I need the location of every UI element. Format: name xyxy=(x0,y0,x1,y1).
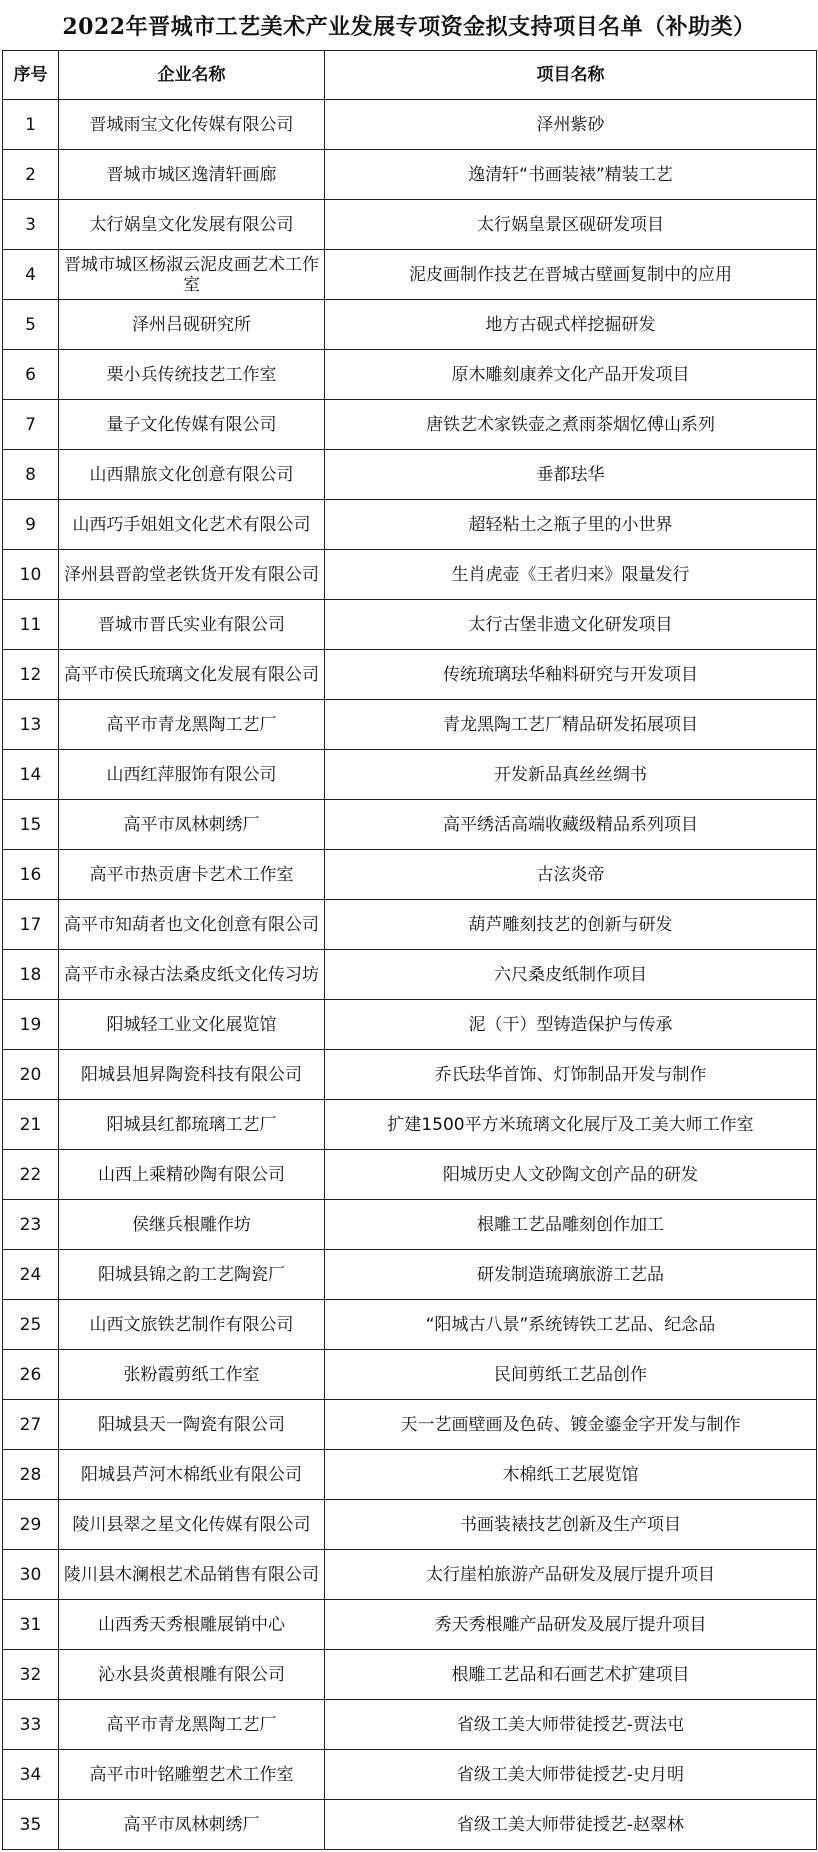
table-row xyxy=(3,750,817,800)
table-row xyxy=(3,1700,817,1750)
company-name: 阳城县芦河木棉纸业有限公司 xyxy=(59,1450,325,1500)
company-name: 栗小兵传统技艺工作室 xyxy=(59,350,325,400)
company-name: 山西文旅铁艺制作有限公司 xyxy=(59,1300,325,1350)
row-number: 13 xyxy=(3,700,59,750)
table-row xyxy=(3,400,817,450)
table-row xyxy=(3,950,817,1000)
company-name: 晋城雨宝文化传媒有限公司 xyxy=(59,100,325,150)
row-number: 18 xyxy=(3,950,59,1000)
row-number: 8 xyxy=(3,450,59,500)
company-name: 山西巧手姐姐文化艺术有限公司 xyxy=(59,500,325,550)
company-name: 量子文化传媒有限公司 xyxy=(59,400,325,450)
project-name: 扩建1500平方米琉璃文化展厅及工美大师工作室 xyxy=(325,1100,817,1150)
company-name: 张粉霞剪纸工作室 xyxy=(59,1350,325,1400)
project-name: “阳城古八景”系统铸铁工艺品、纪念品 xyxy=(325,1300,817,1350)
project-name: 泽州紫砂 xyxy=(325,100,817,150)
company-name: 山西秀天秀根雕展销中心 xyxy=(59,1600,325,1650)
table-row xyxy=(3,650,817,700)
row-number: 31 xyxy=(3,1600,59,1650)
row-number: 34 xyxy=(3,1750,59,1800)
row-number: 10 xyxy=(3,550,59,600)
table-row xyxy=(3,600,817,650)
table-row xyxy=(3,550,817,600)
company-name: 晋城市城区逸清轩画廊 xyxy=(59,150,325,200)
company-name: 高平市知葫者也文化创意有限公司 xyxy=(59,900,325,950)
company-name: 晋城市城区杨淑云泥皮画艺术工作室 xyxy=(59,250,325,300)
row-number: 12 xyxy=(3,650,59,700)
header-row xyxy=(3,51,817,100)
company-name: 高平市青龙黑陶工艺厂 xyxy=(59,1700,325,1750)
project-name: 秀天秀根雕产品研发及展厅提升项目 xyxy=(325,1600,817,1650)
table-row xyxy=(3,1000,817,1050)
project-name: 天一艺画壁画及色砖、镀金鎏金字开发与制作 xyxy=(325,1400,817,1450)
project-name: 高平绣活高端收藏级精品系列项目 xyxy=(325,800,817,850)
table-row xyxy=(3,1750,817,1800)
project-name: 葫芦雕刻技艺的创新与研发 xyxy=(325,900,817,950)
row-number: 26 xyxy=(3,1350,59,1400)
project-name: 古泫炎帝 xyxy=(325,850,817,900)
project-name: 逸清轩“书画装裱”精装工艺 xyxy=(325,150,817,200)
row-number: 15 xyxy=(3,800,59,850)
company-name: 陵川县木澜根艺术品销售有限公司 xyxy=(59,1550,325,1600)
row-number: 20 xyxy=(3,1050,59,1100)
table-row xyxy=(3,300,817,350)
table-row xyxy=(3,1450,817,1500)
table-row xyxy=(3,1500,817,1550)
company-name: 高平市凤林刺绣厂 xyxy=(59,1800,325,1850)
project-table xyxy=(2,50,817,1850)
project-name: 省级工美大师带徒授艺-史月明 xyxy=(325,1750,817,1800)
table-row xyxy=(3,100,817,150)
project-name: 泥（干）型铸造保护与传承 xyxy=(325,1000,817,1050)
row-number: 5 xyxy=(3,300,59,350)
project-name: 开发新品真丝丝绸书 xyxy=(325,750,817,800)
row-number: 25 xyxy=(3,1300,59,1350)
company-name: 泽州吕砚研究所 xyxy=(59,300,325,350)
project-name: 木棉纸工艺展览馆 xyxy=(325,1450,817,1500)
row-number: 30 xyxy=(3,1550,59,1600)
project-name: 青龙黑陶工艺厂精品研发拓展项目 xyxy=(325,700,817,750)
company-name: 高平市永禄古法桑皮纸文化传习坊 xyxy=(59,950,325,1000)
row-number: 28 xyxy=(3,1450,59,1500)
company-name: 沁水县炎黄根雕有限公司 xyxy=(59,1650,325,1700)
table-row xyxy=(3,1400,817,1450)
table-row xyxy=(3,1150,817,1200)
company-name: 山西红萍服饰有限公司 xyxy=(59,750,325,800)
company-name: 高平市热贡唐卡艺术工作室 xyxy=(59,850,325,900)
row-number: 32 xyxy=(3,1650,59,1700)
project-name: 泥皮画制作技艺在晋城古壁画复制中的应用 xyxy=(325,250,817,300)
project-name: 唐铁艺术家铁壶之煮雨茶烟忆傅山系列 xyxy=(325,400,817,450)
row-number: 2 xyxy=(3,150,59,200)
document-title: 2022年晋城市工艺美术产业发展专项资金拟支持项目名单（补助类） xyxy=(62,14,756,40)
company-name: 高平市青龙黑陶工艺厂 xyxy=(59,700,325,750)
company-name: 阳城县锦之韵工艺陶瓷厂 xyxy=(59,1250,325,1300)
project-name: 省级工美大师带徒授艺-赵翠林 xyxy=(325,1800,817,1850)
project-name: 省级工美大师带徒授艺-贾法屯 xyxy=(325,1700,817,1750)
project-name: 太行娲皇景区砚研发项目 xyxy=(325,200,817,250)
row-number: 21 xyxy=(3,1100,59,1150)
company-name: 阳城县天一陶瓷有限公司 xyxy=(59,1400,325,1450)
company-name: 侯继兵根雕作坊 xyxy=(59,1200,325,1250)
table-row xyxy=(3,250,817,300)
row-number: 33 xyxy=(3,1700,59,1750)
project-name: 六尺桑皮纸制作项目 xyxy=(325,950,817,1000)
table-row xyxy=(3,1100,817,1150)
table-row xyxy=(3,200,817,250)
row-number: 17 xyxy=(3,900,59,950)
company-name: 阳城轻工业文化展览馆 xyxy=(59,1000,325,1050)
project-name: 根雕工艺品和石画艺术扩建项目 xyxy=(325,1650,817,1700)
project-name: 超轻粘土之瓶子里的小世界 xyxy=(325,500,817,550)
table-row xyxy=(3,1650,817,1700)
project-name: 书画装裱技艺创新及生产项目 xyxy=(325,1500,817,1550)
table-body xyxy=(3,100,817,1850)
header-company: 企业名称 xyxy=(59,51,325,100)
table-row xyxy=(3,800,817,850)
row-number: 9 xyxy=(3,500,59,550)
header-no: 序号 xyxy=(3,51,59,100)
row-number: 35 xyxy=(3,1800,59,1850)
company-name: 高平市凤林刺绣厂 xyxy=(59,800,325,850)
row-number: 6 xyxy=(3,350,59,400)
company-name: 高平市叶铭雕塑艺术工作室 xyxy=(59,1750,325,1800)
header-project: 项目名称 xyxy=(325,51,817,100)
row-number: 3 xyxy=(3,200,59,250)
row-number: 14 xyxy=(3,750,59,800)
table-row xyxy=(3,1300,817,1350)
row-number: 29 xyxy=(3,1500,59,1550)
project-name: 根雕工艺品雕刻创作加工 xyxy=(325,1200,817,1250)
company-name: 阳城县旭昇陶瓷科技有限公司 xyxy=(59,1050,325,1100)
table-row xyxy=(3,1050,817,1100)
row-number: 7 xyxy=(3,400,59,450)
table-row xyxy=(3,1800,817,1850)
company-name: 陵川县翠之星文化传媒有限公司 xyxy=(59,1500,325,1550)
project-name: 太行古堡非遗文化研发项目 xyxy=(325,600,817,650)
project-name: 垂都珐华 xyxy=(325,450,817,500)
company-name: 晋城市晋氏实业有限公司 xyxy=(59,600,325,650)
project-name: 乔氏珐华首饰、灯饰制品开发与制作 xyxy=(325,1050,817,1100)
project-name: 生肖虎壶《王者归来》限量发行 xyxy=(325,550,817,600)
row-number: 19 xyxy=(3,1000,59,1050)
company-name: 太行娲皇文化发展有限公司 xyxy=(59,200,325,250)
table-row xyxy=(3,350,817,400)
project-name: 传统琉璃珐华釉料研究与开发项目 xyxy=(325,650,817,700)
table-row xyxy=(3,1250,817,1300)
row-number: 11 xyxy=(3,600,59,650)
row-number: 1 xyxy=(3,100,59,150)
table-row xyxy=(3,1350,817,1400)
row-number: 24 xyxy=(3,1250,59,1300)
company-name: 山西鼎旅文化创意有限公司 xyxy=(59,450,325,500)
row-number: 22 xyxy=(3,1150,59,1200)
company-name: 阳城县红都琉璃工艺厂 xyxy=(59,1100,325,1150)
row-number: 4 xyxy=(3,250,59,300)
table-row xyxy=(3,700,817,750)
company-name: 高平市侯氏琉璃文化发展有限公司 xyxy=(59,650,325,700)
table-row xyxy=(3,900,817,950)
row-number: 23 xyxy=(3,1200,59,1250)
project-name: 阳城历史人文砂陶文创产品的研发 xyxy=(325,1150,817,1200)
table-row xyxy=(3,150,817,200)
project-name: 原木雕刻康养文化产品开发项目 xyxy=(325,350,817,400)
row-number: 27 xyxy=(3,1400,59,1450)
project-name: 研发制造琉璃旅游工艺品 xyxy=(325,1250,817,1300)
table-row xyxy=(3,1550,817,1600)
company-name: 泽州县晋韵堂老铁货开发有限公司 xyxy=(59,550,325,600)
project-name: 地方古砚式样挖掘研发 xyxy=(325,300,817,350)
row-number: 16 xyxy=(3,850,59,900)
table-row xyxy=(3,1200,817,1250)
table-row xyxy=(3,500,817,550)
company-name: 山西上乘精砂陶有限公司 xyxy=(59,1150,325,1200)
table-row xyxy=(3,850,817,900)
table-row xyxy=(3,1600,817,1650)
project-name: 太行崖柏旅游产品研发及展厅提升项目 xyxy=(325,1550,817,1600)
table-header xyxy=(3,51,817,100)
project-name: 民间剪纸工艺品创作 xyxy=(325,1350,817,1400)
table-row xyxy=(3,450,817,500)
